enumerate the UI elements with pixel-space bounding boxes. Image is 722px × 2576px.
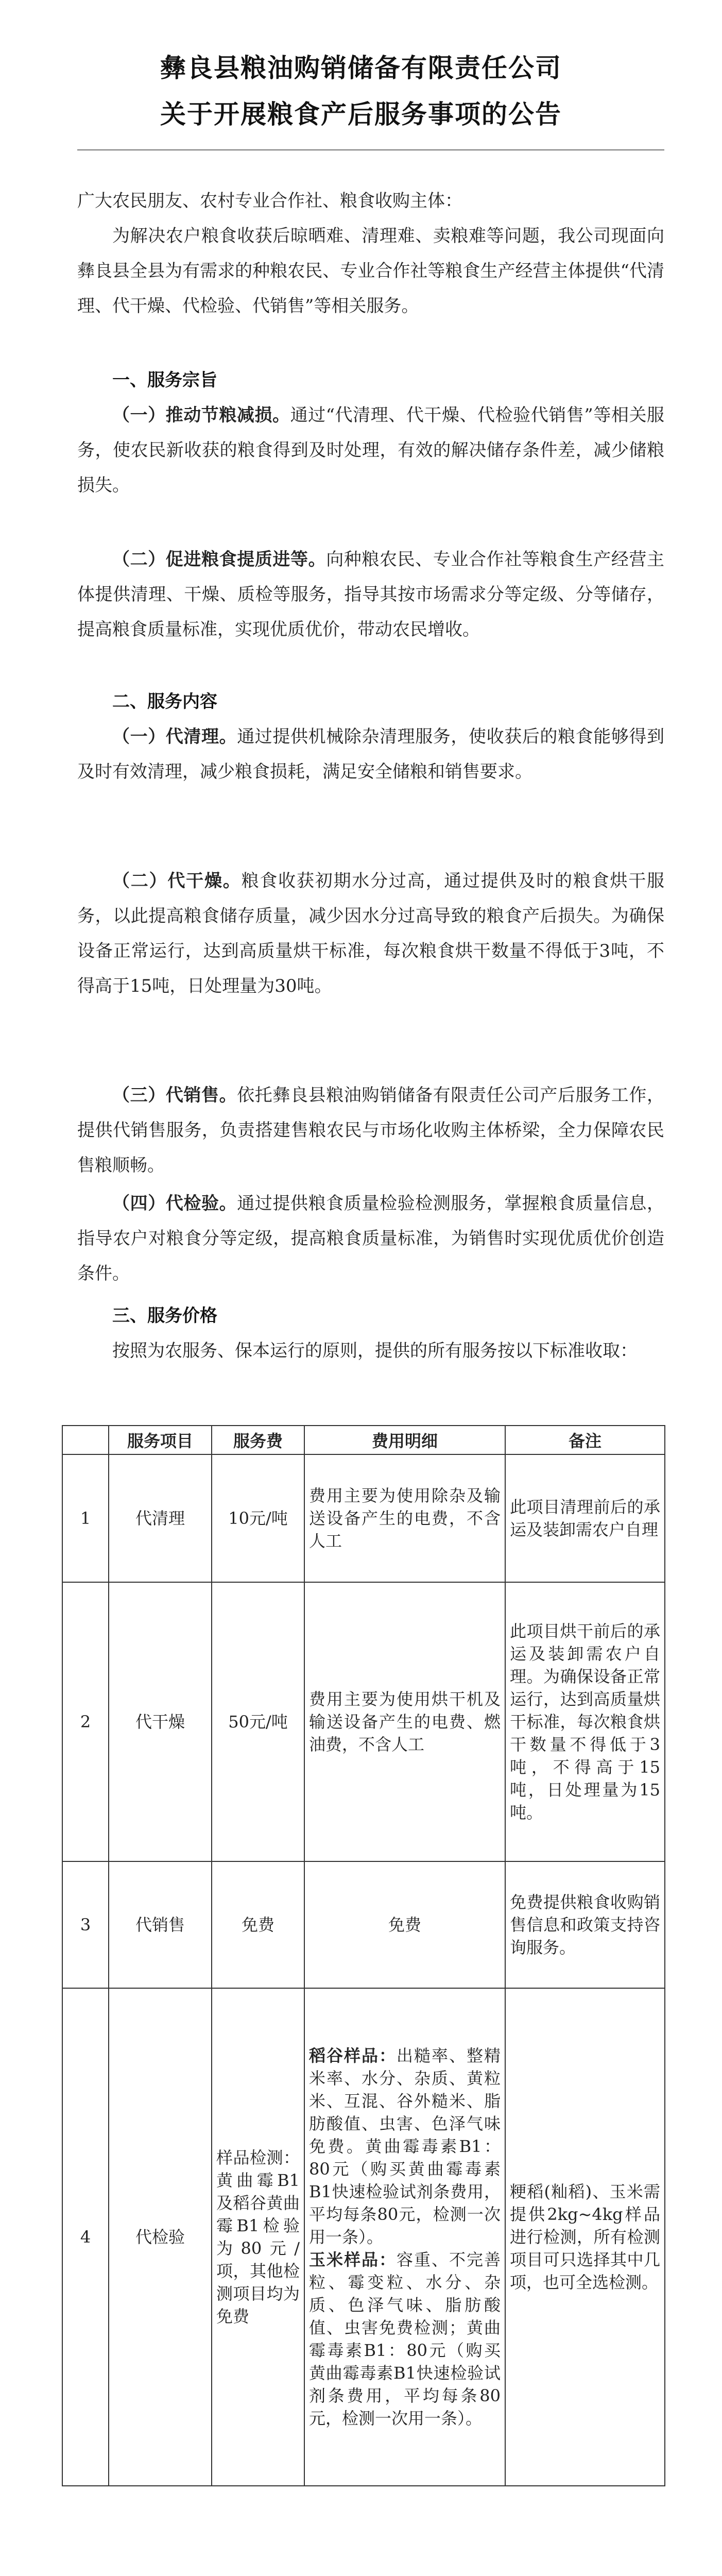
row-no: 1 [62,1454,109,1582]
row-fee: 免费 [212,1861,304,1988]
section2-item3-lead: （三）代销售。 [112,1085,237,1106]
section1-item1-lead: （一）推动节粮减损。 [112,405,290,426]
row-detail: 费用主要为使用烘干机及输送设备产生的电费、燃油费，不含人工 [304,1582,505,1861]
service-price-table [62,1425,665,2486]
section1-item2-lead: （二）促进粮食提质进等。 [112,549,326,570]
row-note: 此项目清理前后的承运及装卸需农户自理 [505,1454,665,1582]
corn-sample-label: 玉米样品： [309,2250,397,2269]
section2-item1-lead: （一）代清理。 [112,726,237,747]
rice-sample-text: 出糙率、整精米率、水分、杂质、黄粒米、互混、谷外糙米、脂肪酸值、虫害、色泽气味免费。黄曲霉毒素B1：80元（购买黄曲霉毒素B1快速检验试剂条费用，平均每条80元，检测一次用一条）。 [309,2046,501,2247]
row-item: 代干燥 [109,1582,212,1861]
row-fee: 50元/吨 [212,1582,304,1861]
row-no: 4 [62,1988,109,2486]
table-row [62,1988,665,2486]
section2-item2 [77,863,664,1004]
row-no: 2 [62,1582,109,1861]
row-item: 代检验 [109,1988,212,2486]
row-note: 此项目烘干前后的承运及装卸需农户自理。为确保设备正常运行，达到高质量烘干标准，每次粮食烘干数量不得低于3吨，不得高于15吨，日处理量为15吨。 [505,1582,665,1861]
section2-item2-lead: （二）代干燥。 [112,871,242,891]
title-divider [77,149,664,150]
notice-title-line1: 彝良县粮油购销储备有限责任公司 [160,53,562,83]
section1-item1-text: 通过“代清理、代干燥、代检验代销售”等相关服务，使农民新收获的粮食得到及时处理，有效的解决储存条件差，减少储粮损失。 [77,405,664,496]
section1-heading: 一、服务宗旨 [112,370,217,391]
row-no: 3 [62,1861,109,1988]
row-fee: 样品检测：黄曲霉B1及稻谷黄曲霉B1检验为80元/项，其他检测项目均为免费 [212,1988,304,2486]
table-header-no [62,1426,109,1454]
row-item: 代销售 [109,1861,212,1988]
table-row [62,1861,665,1988]
intro-paragraph: 为解决农户粮食收获后晾晒难、清理难、卖粮难等问题，我公司现面向彝良县全县为有需求的种粮农民、专业合作社等粮食生产经营主体提供“代清理、代干燥、代检验、代销售”等相关服务。 [77,226,664,316]
table-header-detail: 费用明细 [304,1426,505,1454]
section1-item2-text: 向种粮农民、专业合作社等粮食生产经营主体提供清理、干燥、质检等服务，指导其按市场需求分等定级、分等储存，提高粮食质量标准，实现优质优价，带动农民增收。 [77,549,665,640]
section2-item1-text: 通过提供机械除杂清理服务，使收获后的粮食能够得到及时有效清理，减少粮食损耗，满足安全储粮和销售要求。 [77,726,665,782]
section1-item2 [77,542,664,647]
section2-item4-text: 通过提供粮食质量检验检测服务，掌握粮食质量信息，指导农户对粮食分等定级，提高粮食质量标准，为销售时实现优质优价创造条件。 [77,1193,665,1284]
section2-item2-text: 粮食收获初期水分过高，通过提供及时的粮食烘干服务，以此提高粮食储存质量，减少因水分过高导致的粮食产后损失。为确保设备正常运行，达到高质量烘干标准，每次粮食烘干数量不得低于3吨，不得高于15吨，日处理量为30吨。 [77,871,665,996]
row-fee: 10元/吨 [212,1454,304,1582]
table-header-fee: 服务费 [212,1426,304,1454]
table-row [62,1454,665,1582]
table-header-item: 服务项目 [109,1426,212,1454]
section2-item4 [77,1186,664,1291]
row-note: 免费提供粮食收购销售信息和政策支持咨询服务。 [505,1861,665,1988]
table-row [62,1582,665,1861]
table-header-note: 备注 [505,1426,665,1454]
closing-paragraph [77,2569,664,2576]
section3-intro: 按照为农服务、保本运行的原则，提供的所有服务按以下标准收取： [112,1341,638,1361]
salutation: 广大农民朋友、农村专业合作社、粮食收购主体： [77,191,462,211]
section2-item1 [77,719,664,789]
rice-sample-label: 稻谷样品： [309,2046,397,2065]
section2-item4-lead: （四）代检验。 [112,1193,237,1214]
row-note: 粳稻(籼稻)、玉米需提供2kg~4kg样品进行检测，所有检测项目可只选择其中几项，也可全选检测。 [505,1988,665,2486]
row-detail [304,1988,505,2486]
section2-item3 [77,1078,664,1183]
row-item: 代清理 [109,1454,212,1582]
section3-heading: 三、服务价格 [112,1306,217,1326]
table-header-row [62,1426,665,1454]
row-detail: 费用主要为使用除杂及输送设备产生的电费，不含人工 [304,1454,505,1582]
corn-sample-text: 容重、不完善粒、霉变粒、水分、杂质、色泽气味、脂肪酸值、虫害免费检测；黄曲霉毒素B1：80元（购买黄曲霉毒素B1快速检验试剂条费用，平均每条80元，检测一次用一条）。 [309,2250,501,2428]
section2-item3-text: 依托彝良县粮油购销储备有限责任公司产后服务工作，提供代销售服务，负责搭建售粮农民与市场化收购主体桥梁，全力保障农民售粮顺畅。 [77,1085,665,1176]
row-detail: 免费 [304,1861,505,1988]
section2-heading: 二、服务内容 [112,691,217,712]
notice-title-line2: 关于开展粮食产后服务事项的公告 [160,99,562,129]
section1-item1 [77,398,664,503]
